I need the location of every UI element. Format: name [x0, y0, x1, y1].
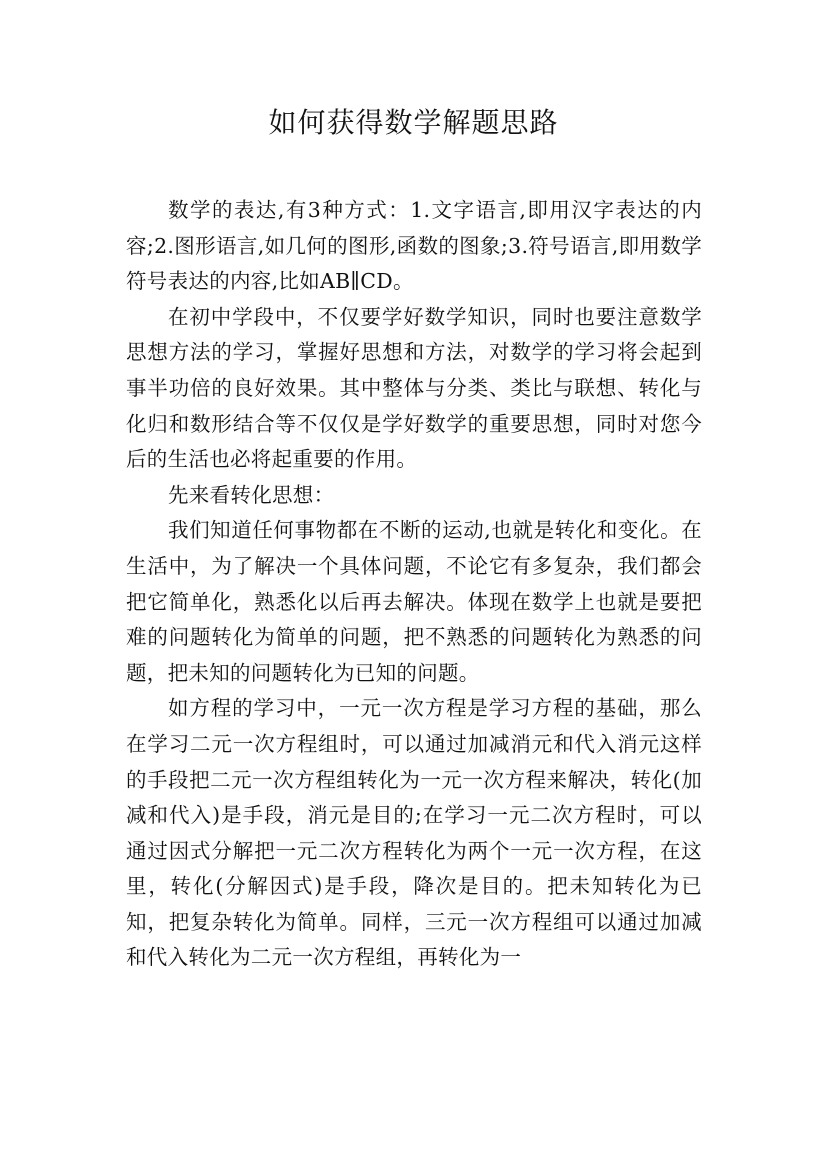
paragraph-transformation-heading: 先来看转化思想：	[168, 482, 335, 507]
paragraph-thinking-methods: 在初中学段中，不仅要学好数学知识，同时也要注意数学思想方法的学习，掌握好思想和方法，对数学的学习将会起到事半功倍的良好效果。其中整体与分类、类比与联想、转化与化归和数形结合等不仅仅是学好数学的重要思想，同时对您今后的生活也必将起重要的作用。	[126, 304, 702, 472]
document-title: 如何获得数学解题思路	[268, 106, 559, 139]
document-body	[126, 193, 702, 976]
paragraph-equation-example: 如方程的学习中，一元一次方程是学习方程的基础，那么在学习二元一次方程组时，可以通过加减消元和代入消元这样的手段把二元一次方程组转化为一元一次方程来解决，转化(加减和代入)是手段，消元是目的;在学习一元二次方程时，可以通过因式分解把一元二次方程转化为两个一元一次方程，在这里，转化(分解因式)是手段，降次是目的。把未知转化为已知，把复杂转化为简单。同样，三元一次方程组可以通过加减和代入转化为二元一次方程组，再转化为一	[126, 696, 702, 970]
paragraph-expression-modes: 数学的表达,有3种方式：1.文字语言,即用汉字表达的内容;2.图形语言,如几何的图形,函数的图象;3.符号语言,即用数学符号表达的内容,比如AB∥CD。	[126, 198, 702, 294]
paragraph-transformation-explained: 我们知道任何事物都在不断的运动,也就是转化和变化。在生活中，为了解决一个具体问题，不论它有多复杂，我们都会把它简单化，熟悉化以后再去解决。体现在数学上也就是要把难的问题转化为简单的问题，把不熟悉的问题转化为熟悉的问题，把未知的问题转化为已知的问题。	[126, 518, 702, 685]
